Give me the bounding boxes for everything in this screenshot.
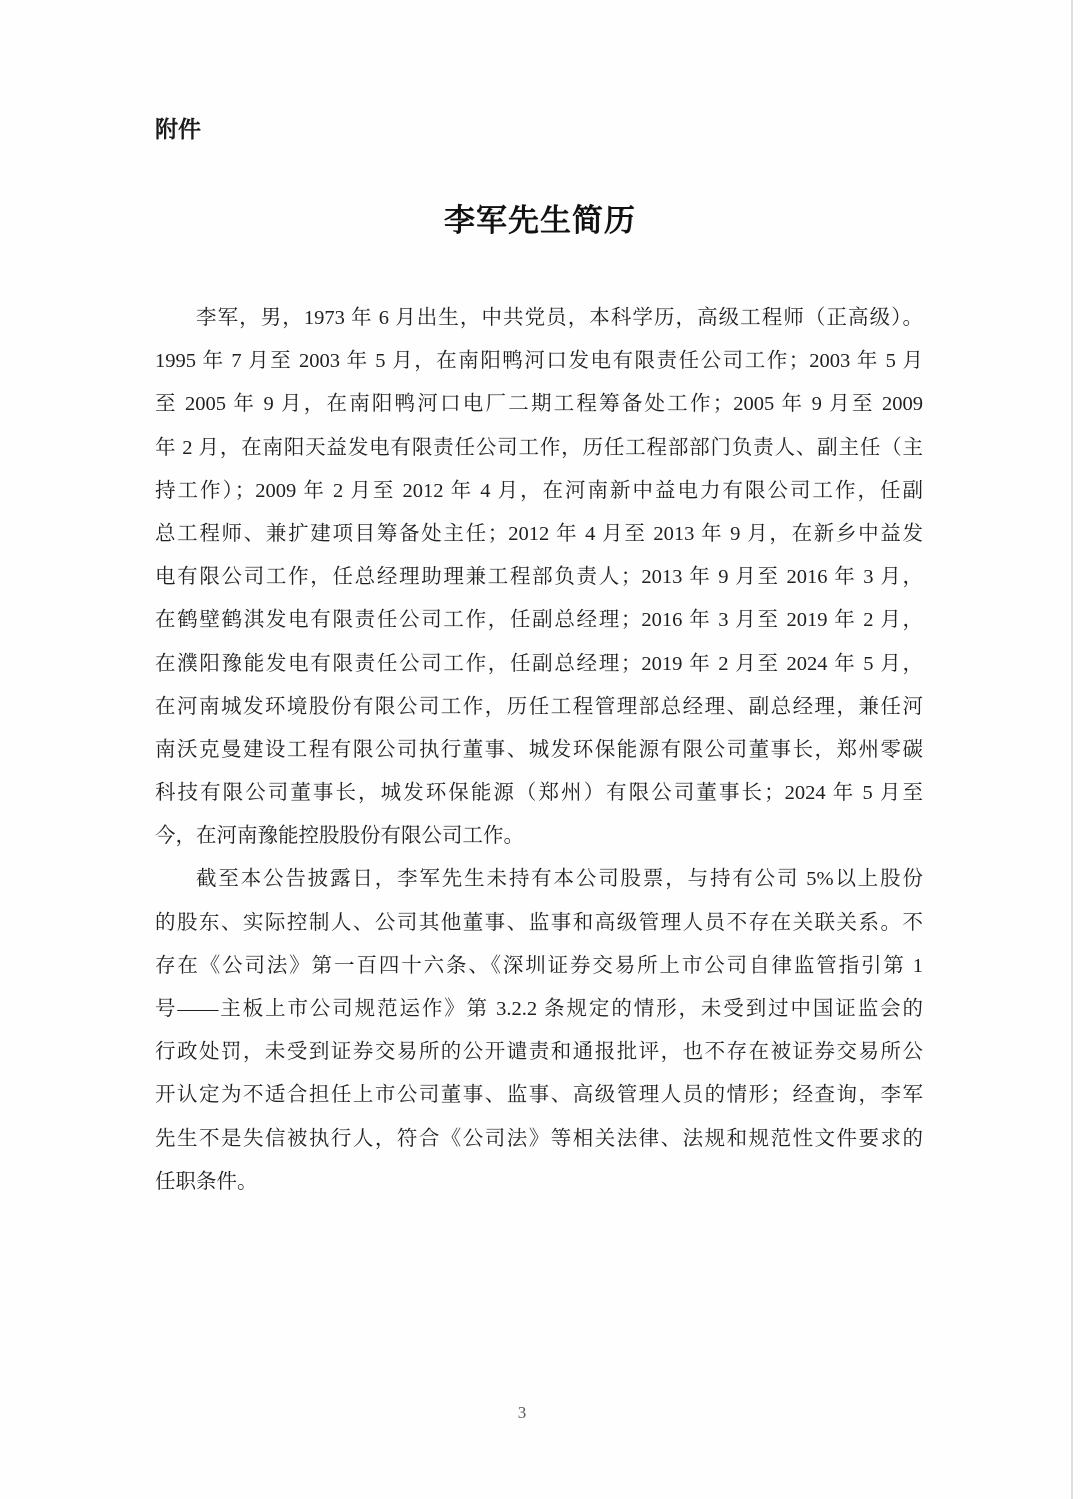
text-line: 截至本公告披露日，李军先生未持有本公司股票，与持有公司 5%以上股份	[196, 868, 923, 891]
bio-paragraph	[155, 297, 923, 858]
text-line: 持工作）；2009 年 2 月至 2012 年 4 月，在河南新中益电力有限公司工作，任副	[155, 479, 923, 502]
text-line: 在鹤壁鹤淇发电有限责任公司工作，任副总经理；2016 年 3 月至 2019 年 2 月，	[155, 609, 923, 632]
disclosure-paragraph	[155, 858, 923, 1204]
document-body	[155, 297, 923, 1204]
text-line: 今，在河南豫能控股股份有限公司工作。	[155, 825, 524, 848]
attachment-label: 附件	[155, 116, 201, 142]
text-line: 至 2005 年 9 月，在南阳鸭河口电厂二期工程筹备处工作；2005 年 9 月至 2009	[155, 393, 923, 416]
text-line: 南沃克曼建设工程有限公司执行董事、城发环保能源有限公司董事长，郑州零碳	[155, 738, 923, 761]
text-line: 的股东、实际控制人、公司其他董事、监事和高级管理人员不存在关联关系。不	[155, 911, 923, 934]
text-line: 年 2 月，在南阳天益发电有限责任公司工作，历任工程部部门负责人、副主任（主	[155, 436, 923, 459]
text-line: 先生不是失信被执行人，符合《公司法》等相关法律、法规和规范性文件要求的	[155, 1127, 923, 1150]
text-line: 李军，男，1973 年 6 月出生，中共党员，本科学历，高级工程师（正高级）。	[196, 307, 923, 329]
text-line: 在濮阳豫能发电有限责任公司工作，任副总经理；2019 年 2 月至 2024 年 5 月，	[155, 652, 923, 675]
text-line: 行政处罚，未受到证券交易所的公开谴责和通报批评，也不存在被证券交易所公	[155, 1041, 923, 1064]
text-line: 在河南城发环境股份有限公司工作，历任工程管理部总经理、副总经理，兼任河	[155, 695, 923, 718]
text-line: 电有限公司工作，任总经理助理兼工程部负责人；2013 年 9 月至 2016 年 3 月，	[155, 566, 923, 589]
text-line: 任职条件。	[155, 1170, 258, 1193]
text-line: 开认定为不适合担任上市公司董事、监事、高级管理人员的情形；经查询，李军	[155, 1084, 923, 1107]
page-edge-line	[1071, 0, 1073, 1499]
text-line: 科技有限公司董事长，城发环保能源（郑州）有限公司董事长；2024 年 5 月至	[155, 782, 923, 805]
text-line: 存在《公司法》第一百四十六条、《深圳证券交易所上市公司自律监管指引第 1	[155, 954, 923, 977]
text-line: 号——主板上市公司规范运作》第 3.2.2 条规定的情形，未受到过中国证监会的	[155, 998, 923, 1020]
text-line: 1995 年 7 月至 2003 年 5 月，在南阳鸭河口发电有限责任公司工作；2003 年 5 月	[155, 350, 923, 373]
text-line: 总工程师、兼扩建项目筹备处主任；2012 年 4 月至 2013 年 9 月，在新乡中益发	[155, 522, 923, 545]
page-number: 3	[517, 1403, 527, 1422]
page-title: 李军先生简历	[444, 203, 636, 238]
